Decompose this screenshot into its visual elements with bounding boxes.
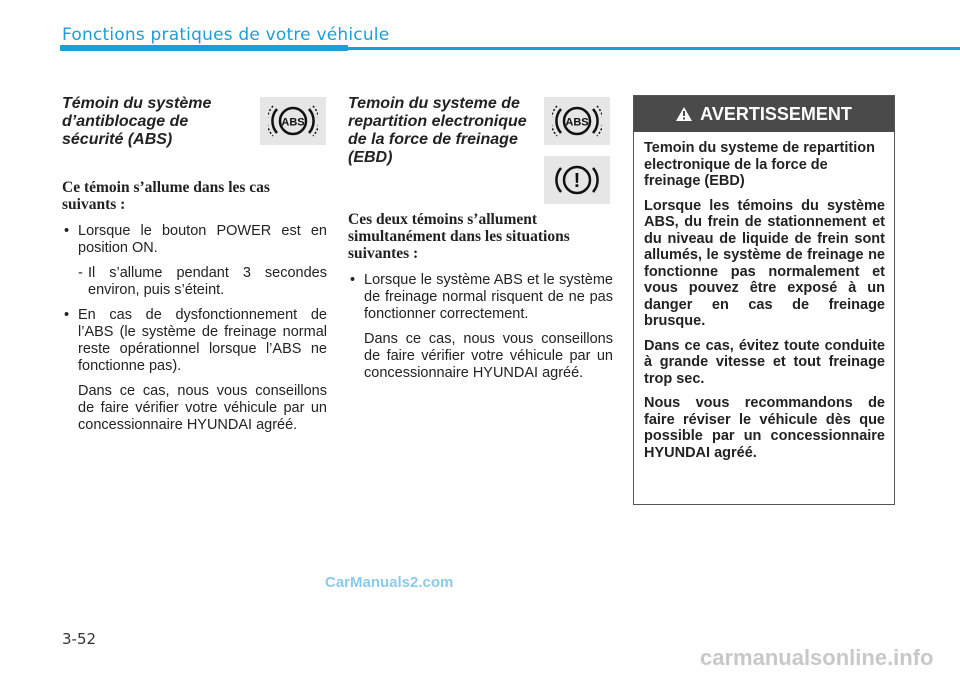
warning-p2: Lorsque les témoins du système ABS, du frein de stationnement et du niveau de liquide de frein sont allumés, le système de freinage ne fonctionne pas normalement et vous pouvez être exposé à un danger en cas de freinage brusque. <box>644 197 885 329</box>
ebd-title: Temoin du systeme de repartition electronique de la force de freinage (EBD) <box>348 95 527 166</box>
abs-icon-text: ABS <box>281 116 305 129</box>
column-abs <box>62 95 327 442</box>
brake-icon-text: ! <box>573 170 581 192</box>
abs-icon-text-ebd: ABS <box>565 116 589 129</box>
abs-dash-1: - Il s’allume pendant 3 secondes environ, puis s’éteint. <box>78 265 327 298</box>
abs-title: Témoin du système d’antiblocage de sécurité (ABS) <box>62 95 212 148</box>
watermark-carmanuals2[interactable]: CarManuals2.com <box>325 574 454 591</box>
ebd-bullet-1: • Lorsque le système ABS et le système de freinage normal risquent de ne pas fonctionner correctement. <box>348 272 613 323</box>
warning-p1: Temoin du systeme de repartition electronique de la force de freinage (EBD) <box>644 140 875 189</box>
warning-body <box>634 132 894 461</box>
abs-bullet-1: • Lorsque le bouton POWER est en position ON. <box>62 223 327 257</box>
abs-warning-icon-ebd <box>544 97 610 145</box>
brake-warning-icon <box>544 156 610 204</box>
abs-dash-1-text: Il s’allume pendant 3 secondes environ, puis s’éteint. <box>88 265 327 298</box>
abs-para-1: Dans ce cas, nous vous conseillons de faire vérifier votre véhicule par un concessionnaire HYUNDAI agréé. <box>78 383 327 433</box>
header-rule-accent <box>60 45 348 51</box>
warning-heading: AVERTISSEMENT <box>700 103 852 124</box>
warning-header <box>634 96 894 132</box>
watermark-carmanualsonline[interactable]: carmanualsonline.info <box>700 645 934 670</box>
abs-bullet-2: • En cas de dysfonctionnement de l’ABS (le système de freinage normal reste opérationnel lorsque l’ABS ne fonctionne pas). <box>62 307 327 375</box>
page-number: 3-52 <box>62 630 97 648</box>
abs-subhead: Ce témoin s’allume dans les cas suivants : <box>62 179 270 213</box>
abs-warning-icon <box>260 97 326 145</box>
warning-triangle-icon <box>676 107 692 121</box>
ebd-para-1: Dans ce cas, nous vous conseillons de faire vérifier votre véhicule par un concessionnaire HYUNDAI agréé. <box>364 331 613 381</box>
warning-p4: Nous vous recommandons de faire réviser le véhicule dès que possible par un concessionnaire HYUNDAI agréé. <box>644 395 885 461</box>
warning-p3: Dans ce cas, évitez toute conduite à grande vitesse et tout freinage trop sec. <box>644 337 885 387</box>
ebd-subhead: Ces deux témoins s’allument simultanément dans les situations suivantes : <box>348 211 570 262</box>
warning-box <box>633 95 895 505</box>
section-title: Fonctions pratiques de votre véhicule <box>62 25 390 45</box>
